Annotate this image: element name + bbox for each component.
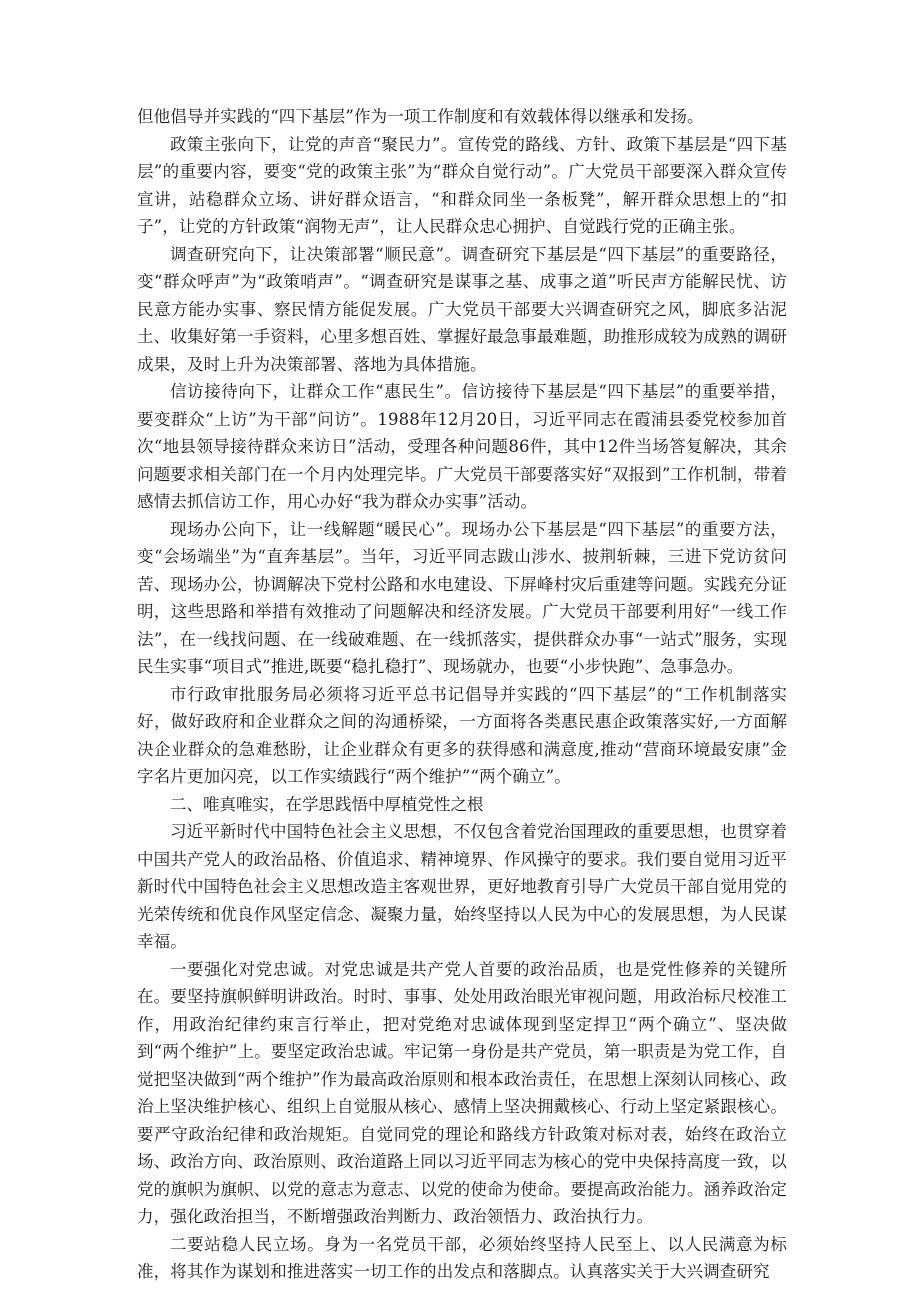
paragraph-4: 信访接待向下，让群众工作“惠民生”。信访接待下基层是“四下基层”的重要举措，要变群众“上访”为干部“问访”。1988年12月20日，习近平同志在霞浦县委党校参加首次“地县领导接待群众来访日”活动，受理各种问题86件，其中12件当场答复解决，其余问题要求相关部门在一个月内处理完毕。广大党员干部要落实好“双报到”工作机制，带着感情去抓信访工作，用心办好“我为群众办实事”活动。 [137, 382, 787, 511]
document-page [137, 103, 787, 1286]
section-heading: 二、唯真唯实，在学思践悟中厚植党性之根 [170, 794, 484, 814]
paragraph-9: 二要站稳人民立场。身为一名党员干部，必须始终坚持人民至上、以人民满意为标准，将其作为谋划和推进落实一切工作的出发点和落脚点。认真落实关于大兴调查研究 [137, 1234, 787, 1281]
paragraph-8: 一要强化对党忠诚。对党忠诚是共产党人首要的政治品质，也是党性修养的关键所在。要坚持旗帜鲜明讲政治。时时、事事、处处用政治眼光审视问题，用政治标尺校准工作，用政治纪律约束言行举止，把对党绝对忠诚体现到坚定捍卫“两个确立”、坚决做到“两个维护”上。要坚定政治忠诚。牢记第一身份是共产党员，第一职责是为党工作，自觉把坚决做到“两个维护”作为最高政治原则和根本政治责任，在思想上深刻认同核心、政治上坚决维护核心、组织上自觉服从核心、感情上坚决拥戴核心、行动上坚定紧跟核心。要严守政治纪律和政治规矩。自觉同党的理论和路线方针政策对标对表，始终在政治立场、政治方向、政治原则、政治道路上同以习近平同志为核心的党中央保持高度一致，以党的旗帜为旗帜、以党的意志为意志、以党的使命为使命。要提高政治能力。涵养政治定力，强化政治担当，不断增强政治判断力、政治领悟力、政治执行力。 [137, 959, 787, 1226]
paragraph-3: 调查研究向下，让决策部署“顺民意”。调查研究下基层是“四下基层”的重要路径，变“群众呼声”为“政策哨声”。“调查研究是谋事之基、成事之道”听民声方能解民忧、访民意方能办实事、察民情方能促发展。广大党员干部要大兴调查研究之风，脚底多沾泥土、收集好第一手资料，心里多想百姓、掌握好最急事最难题，助推形成较为成熟的调研成果，及时上升为决策部署、落地为具体措施。 [137, 244, 787, 374]
paragraph-6: 市行政审批服务局必须将习近平总书记倡导并实践的“四下基层”的“工作机制落实好，做好政府和企业群众之间的沟通桥梁，一方面将各类惠民惠企政策落实好,一方面解决企业群众的急难愁盼，让企业群众有更多的获得感和满意度,推动“营商环境最安康”金字名片更加闪亮，以工作实绩践行“两个维护”“两个确立”。 [137, 684, 787, 786]
paragraph-5: 现场办公向下，让一线解题“暖民心”。现场办公下基层是“四下基层”的重要方法，变“会场端坐”为“直奔基层”。当年，习近平同志跋山涉水、披荆斩棘，三进下党访贫问苦、现场办公，协调解决下党村公路和水电建设、下屏峰村灾后重建等问题。实践充分证明，这些思路和举措有效推动了问题解决和经济发展。广大党员干部要利用好“一线工作法”，在一线找问题、在一线破难题、在一线抓落实，提供群众办事“一站式”服务，实现民生实事“项目式”推进,既要“稳扎稳打”、现场就办，也要“小步快跑”、急事急办。 [137, 519, 787, 676]
paragraph-2: 政策主张向下，让党的声音“聚民力”。宣传党的路线、方针、政策下基层是“四下基层”的重要内容，要变“党的政策主张”为“群众自觉行动”。广大党员干部要深入群众宣传宣讲，站稳群众立场、讲好群众语言，“和群众同坐一条板凳”，解开群众思想上的“扣子”，让党的方针政策“润物无声”，让人民群众忠心拥护、自觉践行党的正确主张。 [137, 134, 787, 236]
paragraph-7: 习近平新时代中国特色社会主义思想，不仅包含着党治国理政的重要思想，也贯穿着中国共产党人的政治品格、价值追求、精神境界、作风操守的要求。我们要自觉用习近平新时代中国特色社会主义思想改造主客观世界，更好地教育引导广大党员干部自觉用党的光荣传统和优良作风坚定信念、凝聚力量，始终坚持以人民为中心的发展思想，为人民谋幸福。 [137, 822, 787, 951]
paragraph-1: 但他倡导并实践的“四下基层”作为一项工作制度和有效载体得以继承和发扬。 [137, 107, 704, 126]
